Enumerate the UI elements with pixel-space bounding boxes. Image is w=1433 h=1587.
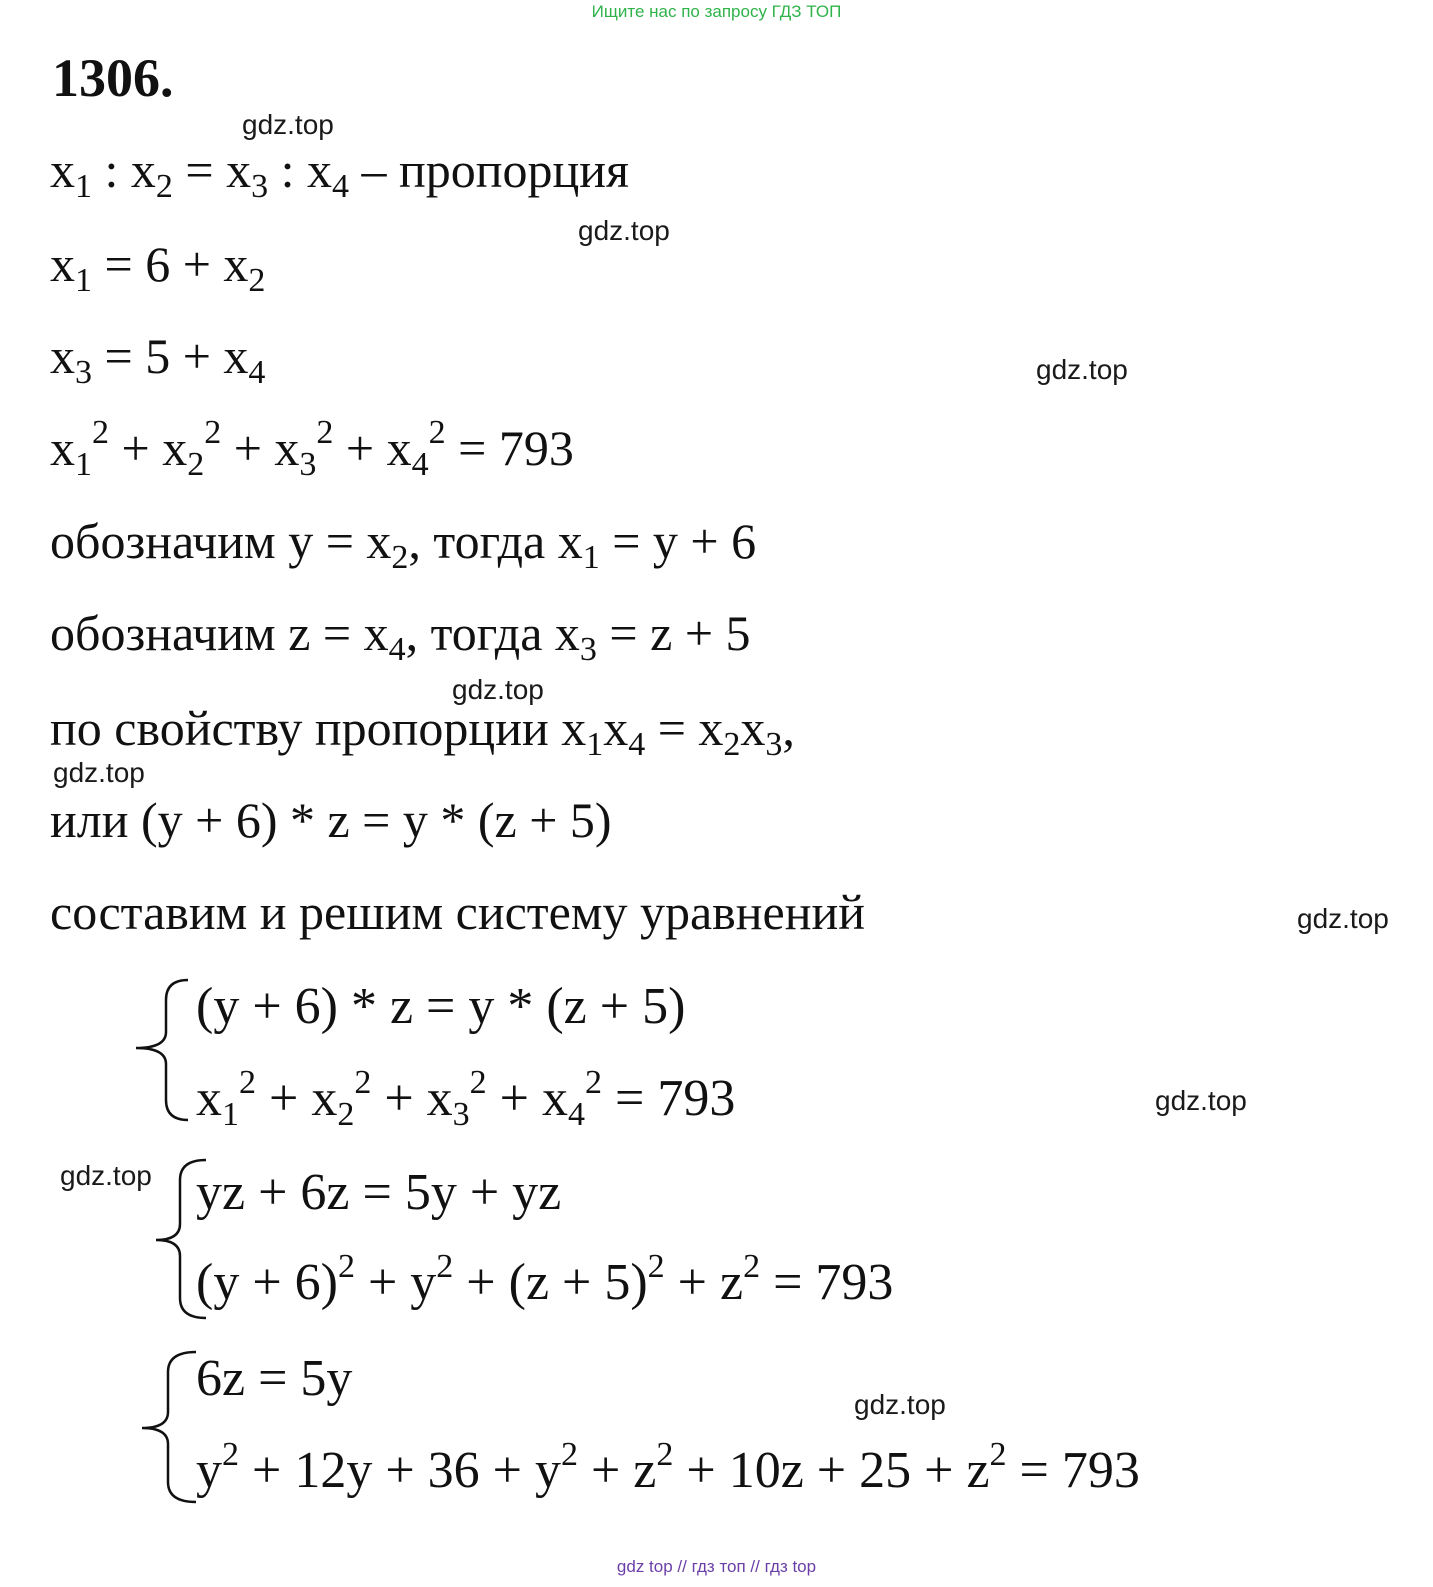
denote-word: обозначим [50, 513, 276, 569]
equation-x1: $x_1 = 6 + x_2$ [50, 236, 266, 299]
property-text: по свойству пропорции [50, 700, 549, 756]
watermark: gdz.top [60, 1160, 152, 1191]
equation-sum-squares: $x_1^2 + x_2^2 + x_3^2 + x_4^2 = 793$ [50, 414, 574, 483]
system2-eq1: yz + 6z = 5y + yz [196, 1164, 562, 1221]
property-line: по свойству пропорции $x_1x_4 = x_2x_3$, [50, 700, 795, 763]
then-word: тогда [430, 605, 543, 661]
diff-value-6: 6 [145, 236, 171, 292]
denote-y-line: обозначим $y = x_2$, тогда $x_1 = y + 6$ [50, 513, 757, 576]
equation-x3: $x_3 = 5 + x_4$ [50, 328, 266, 391]
denote-z-line: обозначим $z = x_4$, тогда $x_3 = z + 5$ [50, 605, 751, 668]
sum-value: 793 [498, 420, 574, 476]
problem-number: 1306. [52, 48, 174, 108]
diff-value-5: 5 [145, 328, 171, 384]
system2-eq2: $(y + 6)^2 + y^2 + (z + 5)^2 + z^2 = 793$ [196, 1248, 894, 1311]
compose-line: составим и решим систему уравнений [50, 884, 865, 940]
proportion-label: – пропорция [361, 142, 630, 198]
denote-word: обозначим [50, 605, 276, 661]
sum-value: 793 [657, 1070, 736, 1127]
then-word: тогда [433, 513, 546, 569]
watermark: gdz.top [53, 757, 145, 788]
system3-eq2: $y^2 + 12y + 36 + y^2 + z^2 + 10z + 25 + z^2 = 793$ [196, 1436, 1140, 1499]
sum-value: 793 [815, 1254, 894, 1311]
proportion-line: $x_1$ : $x_2 = x_3$ : $x_4$ – пропорция [50, 142, 630, 205]
watermark: gdz.top [578, 215, 670, 246]
search-banner: Ищите нас по запросу ГДЗ ТОП [591, 2, 842, 21]
system3-eq1: 6z = 5y [196, 1350, 353, 1407]
footer-links: gdz top // гдз топ // гдз top [616, 1557, 817, 1576]
left-curly-brace-icon [130, 976, 200, 1124]
system1-eq1: (y + 6) * z = y * (z + 5) [196, 978, 686, 1035]
watermark: gdz.top [452, 674, 544, 705]
or-word: или [50, 792, 129, 848]
left-curly-brace-icon [136, 1348, 202, 1506]
watermark: gdz.top [1297, 903, 1389, 934]
system1-eq2: $x_1^2 + x_2^2 + x_3^2 + x_4^2 = 793$ [196, 1064, 736, 1133]
watermark: gdz.top [1155, 1085, 1247, 1116]
watermark: gdz.top [1036, 354, 1128, 385]
watermark: gdz.top [854, 1389, 946, 1420]
watermark: gdz.top [242, 109, 334, 140]
sum-value: 793 [1061, 1442, 1140, 1499]
or-line: или (y + 6) * z = y * (z + 5) [50, 792, 612, 848]
